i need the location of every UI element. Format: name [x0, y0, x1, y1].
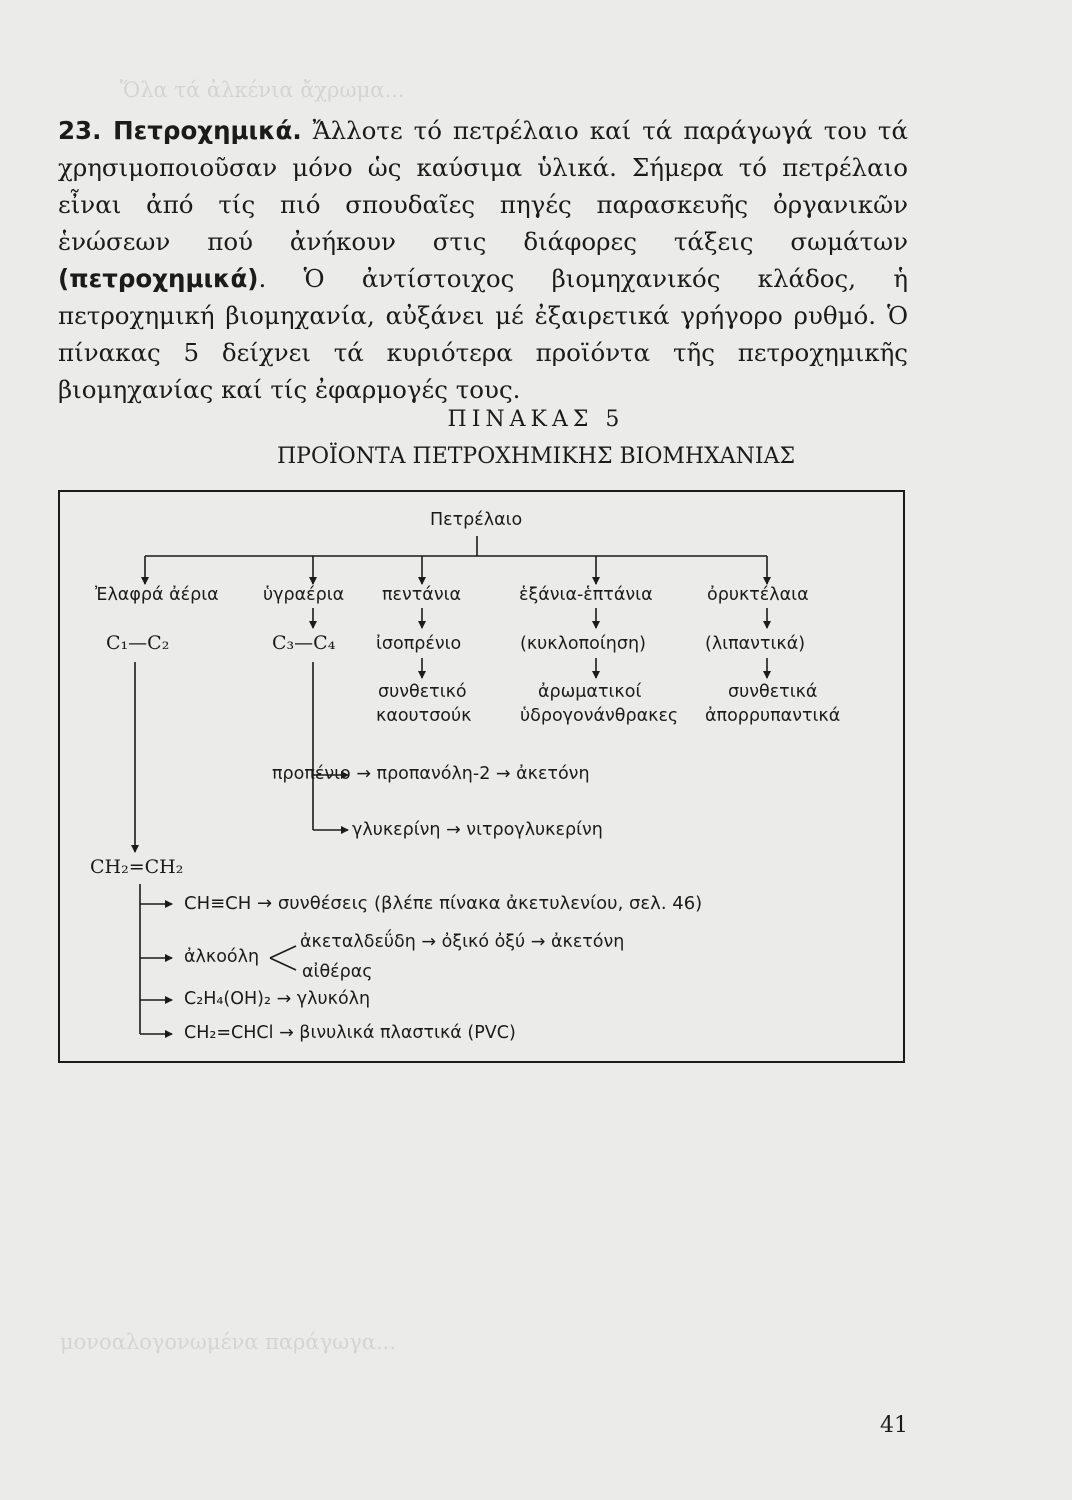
bold-term: (πετροχημικά) — [58, 264, 259, 293]
lubricants: (λιπαντικά) — [705, 634, 806, 654]
acetylene-chain: CH≡CH → συνθέσεις (βλέπε πίνακα ἀκετυλενίου, σελ. 46) — [184, 893, 703, 914]
root-petroleum: Πετρέλαιο — [430, 510, 523, 530]
paragraph-text-1: Ἄλλοτε τό πετρέλαιο καί τά παράγωγά του τά χρησιμοποιοῦσαν μόνο ὡς καύσιμα ὑλικά. Σήμερα τό πετρέλαιο εἶναι ἀπό τίς πιό σπουδαῖες πηγές παρασκευῆς ὀργανικῶν ἑνώσεων πού ἀνήκουν στις διάφορες τάξεις σωμάτων — [58, 116, 908, 256]
aromatic-line2: ὑδρογονάνθρακες — [520, 706, 679, 726]
glycerin-chain: γλυκερίνη → νιτρογλυκερίνη — [352, 820, 603, 840]
bleed-through-text: μονοαλογονωμένα παράγωγα... — [60, 1330, 397, 1354]
isoprene: ἰσοπρένιο — [376, 634, 462, 654]
formula-c3-c4: C₃—C₄ — [272, 632, 336, 654]
synthetic-rubber-line1: συνθετικό — [378, 682, 467, 702]
detergents-line1: συνθετικά — [728, 682, 818, 702]
fraction-liquid-gases: ὑγραέρια — [263, 585, 345, 605]
ether: αἰθέρας — [302, 962, 373, 982]
synthetic-rubber-line2: καουτσούκ — [376, 706, 472, 726]
aromatic-line1: ἀρωματικοί — [538, 682, 642, 702]
fraction-light-gases: Ἐλαφρά ἀέρια — [95, 585, 219, 605]
fraction-hexanes: ἑξάνια-ἑπτάνια — [519, 585, 653, 605]
fraction-mineral-oils: ὀρυκτέλαια — [707, 585, 809, 605]
table-number: ΠΙΝΑΚΑΣ 5 — [447, 407, 625, 432]
section-heading: 23. Πετροχημικά. — [58, 116, 302, 145]
cyclization: (κυκλοποίηση) — [520, 634, 646, 654]
formula-c1-c2: C₁—C₂ — [106, 632, 170, 654]
ethylene: CH₂=CH₂ — [90, 856, 184, 878]
acetaldehyde-chain: ἀκεταλδεΰδη → ὀξικό ὀξύ → ἀκετόνη — [300, 932, 625, 952]
page-number: 41 — [880, 1413, 908, 1438]
detergents-line2: ἀπορρυπαντικά — [705, 706, 841, 726]
propene-chain: προπένιο → προπανόλη-2 → ἀκετόνη — [272, 764, 590, 784]
alcohol: ἀλκοόλη — [184, 947, 260, 967]
paragraph-text-2: . Ὁ ἀντίστοιχος βιομηχανικός κλάδος, ἡ πετροχημική βιομηχανία, αὐξάνει μέ ἐξαιρετικά γρήγορο ρυθμό. Ὁ πίνακας 5 δείχνει τά κυριότερα προϊόντα τῆς πετροχημικῆς βιομηχανίας καί τίς ἐφαρμογές τους. — [58, 264, 908, 404]
pvc-chain: CH₂=CHCl → βινυλικά πλαστικά (PVC) — [184, 1023, 516, 1043]
bleed-through-text: Ὅλα τά ἀλκένια ἄχρωμα... — [120, 78, 405, 102]
fraction-pentanes: πεντάνια — [382, 585, 462, 605]
glycol-chain: C₂H₄(OH)₂ → γλυκόλη — [184, 989, 371, 1009]
table-title: ΠΡΟΪΟΝΤΑ ΠΕΤΡΟΧΗΜΙΚΗΣ ΒΙΟΜΗΧΑΝΙΑΣ — [276, 444, 796, 469]
